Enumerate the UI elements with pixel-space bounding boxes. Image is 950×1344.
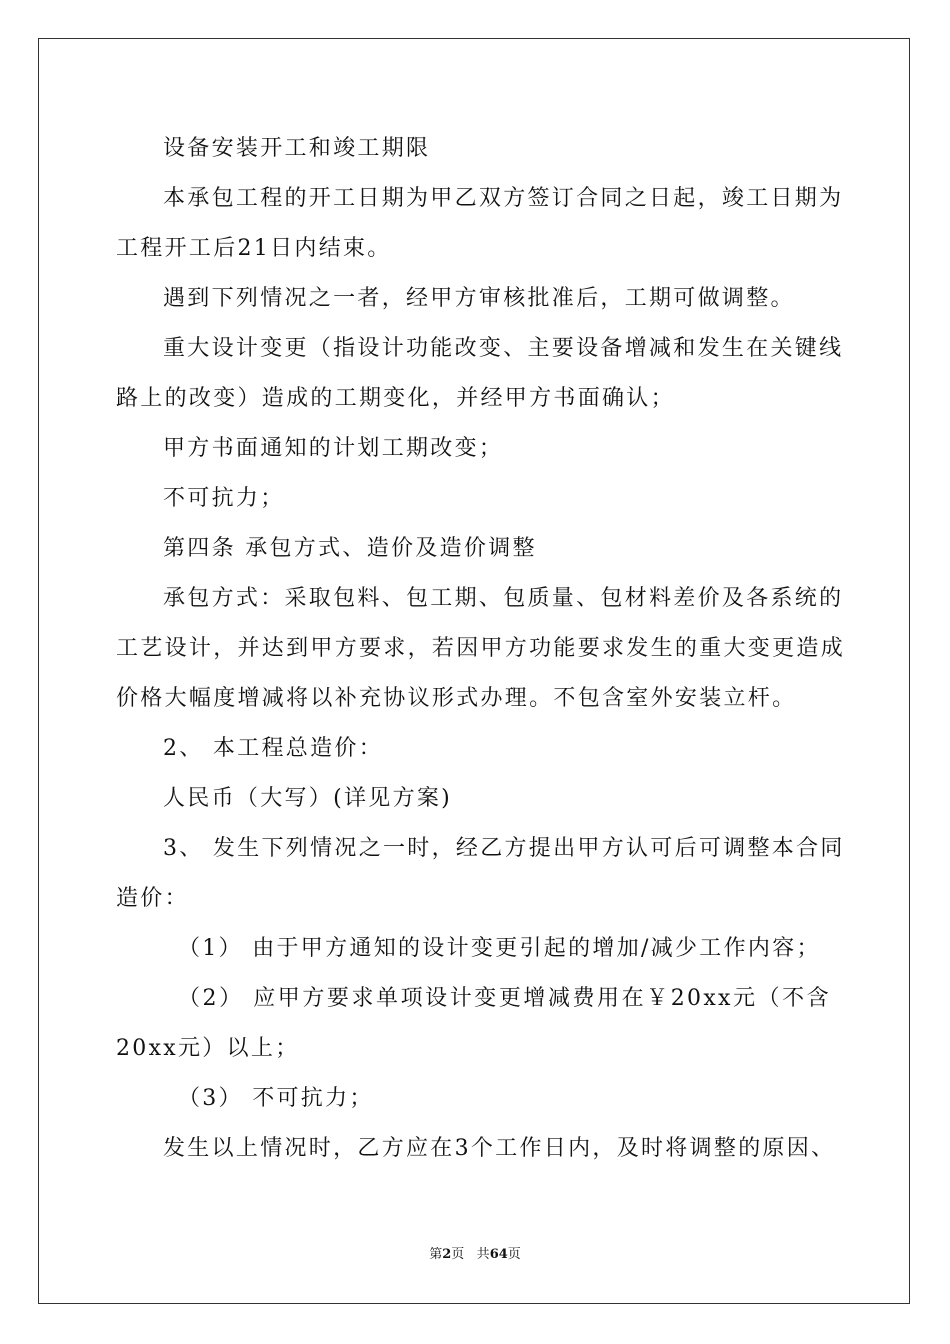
paragraph-line: 本承包工程的开工日期为甲乙双方签订合同之日起，竣工日期为 bbox=[163, 186, 844, 211]
page-border bbox=[38, 38, 910, 1304]
paragraph-line: 人民币（大写）(详见方案) bbox=[163, 786, 453, 811]
paragraph-line: 重大设计变更（指设计功能改变、主要设备增减和发生在关键线 bbox=[163, 336, 844, 361]
paragraph-line: 发生以上情况时，乙方应在3个工作日内，及时将调整的原因、 bbox=[163, 1136, 836, 1161]
paragraph-line: 承包方式：采取包料、包工期、包质量、包材料差价及各系统的 bbox=[163, 586, 844, 611]
section-heading-schedule: 设备安装开工和竣工期限 bbox=[163, 136, 431, 161]
footer-total-unit: 页 bbox=[507, 1247, 521, 1262]
paragraph-line: 不可抗力； bbox=[163, 486, 285, 511]
footer-total-pages: 64 bbox=[489, 1247, 508, 1262]
paragraph-line: 价格大幅度增减将以补充协议形式办理。不包含室外安装立杆。 bbox=[116, 686, 797, 711]
footer-page-number: 2 bbox=[442, 1247, 452, 1262]
paragraph-line: 20xx元）以上； bbox=[116, 1036, 300, 1061]
footer-prefix: 第 bbox=[429, 1247, 443, 1262]
paragraph-line: 工艺设计，并达到甲方要求，若因甲方功能要求发生的重大变更造成 bbox=[116, 636, 846, 661]
sub-item: （3） 不可抗力； bbox=[178, 1086, 374, 1111]
page-footer bbox=[0, 1246, 950, 1264]
paragraph-line: 造价： bbox=[116, 886, 189, 911]
footer-total-prefix: 共 bbox=[476, 1247, 490, 1262]
footer-page-unit: 页 bbox=[451, 1247, 465, 1262]
paragraph-line: 甲方书面通知的计划工期改变； bbox=[163, 436, 504, 461]
paragraph-line: 路上的改变）造成的工期变化，并经甲方书面确认； bbox=[116, 386, 675, 411]
numbered-item: 3、 发生下列情况之一时，经乙方提出甲方认可后可调整本合同 bbox=[163, 836, 845, 861]
sub-item: （2） 应甲方要求单项设计变更增减费用在￥20xx元（不含 bbox=[178, 986, 831, 1011]
sub-item: （1） 由于甲方通知的设计变更引起的增加/减少工作内容； bbox=[178, 936, 821, 961]
article-heading: 第四条 承包方式、造价及造价调整 bbox=[163, 536, 537, 561]
paragraph-line: 工程开工后21日内结束。 bbox=[116, 236, 392, 261]
numbered-item: 2、 本工程总造价： bbox=[163, 736, 383, 761]
paragraph-line: 遇到下列情况之一者，经甲方审核批准后，工期可做调整。 bbox=[163, 286, 795, 311]
